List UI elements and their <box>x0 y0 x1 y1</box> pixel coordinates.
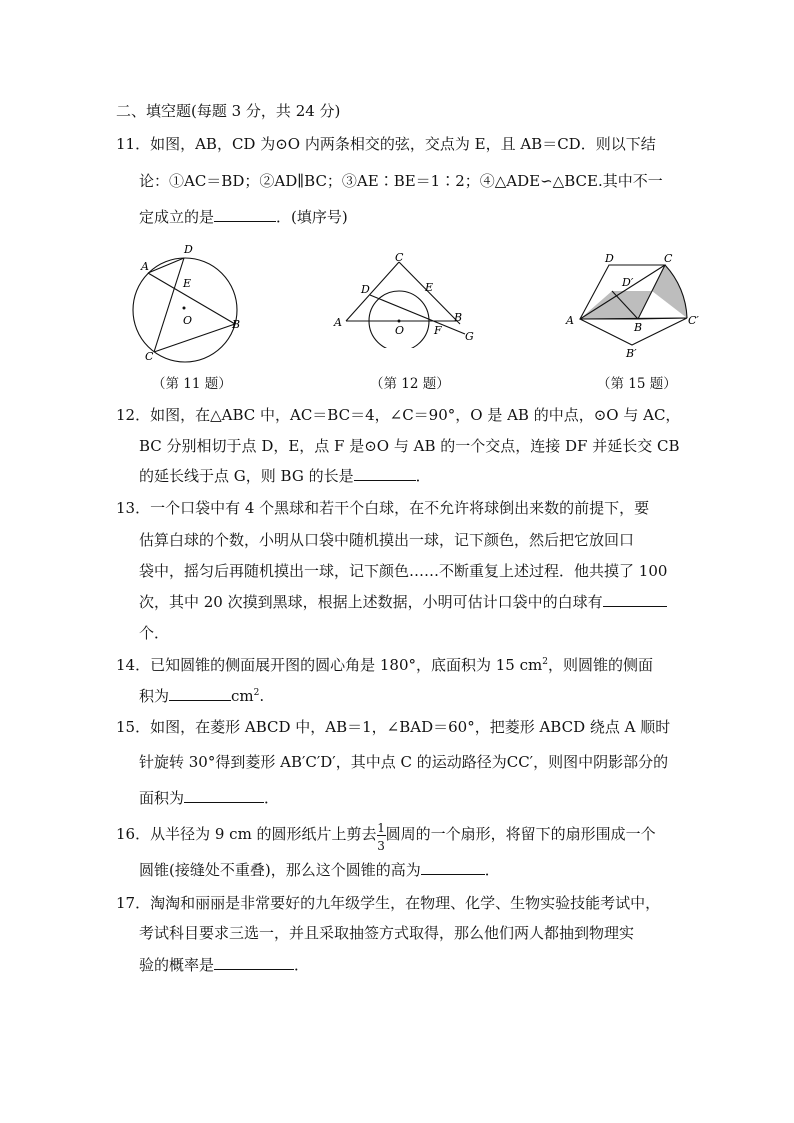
fig15-label-a: A <box>566 314 574 327</box>
fig15-label-d: D <box>605 252 614 265</box>
q12-line1: 12．如图，在△ABC 中，AC＝BC＝4，∠C＝90°，O 是 AB 的中点，⊙O 与 AC， <box>116 406 681 424</box>
fig12-label-b: B <box>454 311 463 324</box>
fig12-label-a: A <box>334 316 342 329</box>
q13-line2: 估算白球的个数，小明从口袋中随机摸出一球，记下颜色，然后把它放回口 <box>139 531 635 549</box>
q13-answer-blank[interactable] <box>603 592 667 607</box>
q14-line2 <box>139 686 264 706</box>
q15-line3-tail: ． <box>264 789 280 807</box>
q16-line1-text: 16．从半径为 9 cm 的圆形纸片上剪去 <box>116 825 377 843</box>
fig12-center-dot <box>398 320 401 323</box>
caption-fig15: （第 15 题） <box>597 376 677 392</box>
q14-unit: cm <box>231 687 254 705</box>
figure-15 <box>562 250 712 365</box>
fig15-label-b: B <box>634 321 643 334</box>
fig11-chord-dc <box>154 258 184 352</box>
fig12-label-e: E <box>425 281 434 294</box>
fig15-label-bprime: B′ <box>626 347 637 360</box>
q16-frac-numerator: 1 <box>377 821 385 835</box>
fig15-label-dprime: D′ <box>622 276 634 289</box>
fig11-label-b: B <box>232 318 241 331</box>
fig12-label-c: C <box>395 251 404 264</box>
fig12-label-d: D <box>361 283 370 296</box>
q17-line1: 17．淘淘和丽丽是非常要好的九年级学生，在物理、化学、生物实验技能考试中， <box>116 894 661 912</box>
figure-11 <box>125 240 265 370</box>
section-title: 二、填空题(每题 3 分，共 24 分) <box>116 102 341 120</box>
q11-line3 <box>139 207 348 227</box>
q17-line3 <box>139 955 309 975</box>
q14-line2-tail: . <box>259 687 265 705</box>
caption-fig12: （第 12 题） <box>370 376 450 392</box>
q14-line1-text: 14．已知圆锥的侧面展开图的圆心角是 180°，底面积为 15 cm <box>116 656 543 674</box>
q12-line3-text: 的延长线于点 G，则 BG 的长是 <box>139 467 354 485</box>
q17-line3-tail: ． <box>294 956 310 974</box>
q16-line1 <box>116 821 656 853</box>
q13-line5: 个． <box>139 624 170 642</box>
fig11-center-dot <box>183 307 186 310</box>
q11-line3-tail: ．(填序号) <box>276 208 348 226</box>
q15-line3 <box>139 788 279 808</box>
fig12-side-ac <box>346 262 399 321</box>
q14-line1-tail: ，则圆锥的侧面 <box>547 656 653 674</box>
q13-line4-text: 次，其中 20 次摸到黑球，根据上述数据，小明可估计口袋中的白球有 <box>139 593 603 611</box>
q12-line3 <box>139 466 431 486</box>
q16-line2-text: 圆锥(接缝处不重叠)，那么这个圆锥的高为 <box>139 861 421 879</box>
fig11-seg-cb <box>154 324 235 352</box>
fig11-label-e: E <box>183 277 192 290</box>
q11-line2: 论：①AC＝BD；②AD∥BC；③AE∶BE＝1∶2；④△ADE∽△BCE.其中不一 <box>139 172 663 190</box>
q12-answer-blank[interactable] <box>354 466 416 481</box>
fig11-label-a: A <box>141 260 149 273</box>
fig12-label-g: G <box>465 330 474 343</box>
caption-fig11: （第 11 题） <box>152 376 232 392</box>
q12-line3-tail: ． <box>415 467 431 485</box>
q14-line2-text: 积为 <box>139 687 170 705</box>
fig15-label-cprime: C′ <box>688 314 699 327</box>
q17-answer-blank[interactable] <box>214 955 294 970</box>
q13-line1: 13．一个口袋中有 4 个黑球和若干个白球，在不允许将球倒出来数的前提下，要 <box>116 499 650 517</box>
q14-line1 <box>116 655 653 675</box>
q17-line3-text: 验的概率是 <box>139 956 215 974</box>
q14-sup2: 2 <box>253 688 260 698</box>
q14-answer-blank[interactable] <box>169 686 231 701</box>
fig15-label-c: C <box>664 252 673 265</box>
q15-answer-blank[interactable] <box>184 788 264 803</box>
q15-line3-text: 面积为 <box>139 789 185 807</box>
fig11-label-d: D <box>184 243 193 256</box>
q14-sup1: 2 <box>542 657 548 667</box>
q11-line3-text: 定成立的是 <box>139 208 215 226</box>
fig11-label-c: C <box>145 350 154 363</box>
q16-line2 <box>139 860 500 880</box>
q17-line2: 考试科目要求三选一，并且采取抽签方式取得，那么他们两人都抽到物理实 <box>139 924 635 942</box>
figure-12 <box>328 248 480 348</box>
q15-line1: 15．如图，在菱形 ABCD 中，AB＝1，∠BAD＝60°，把菱形 ABCD 绕点 A 顺时 <box>116 718 671 736</box>
q15-line2: 针旋转 30°得到菱形 AB′C′D′，其中点 C 的运动路径为CC′，则图中阴影部分的 <box>139 753 669 771</box>
fig11-label-o: O <box>183 314 193 327</box>
q13-line3: 袋中，摇匀后再随机摸出一球，记下颜色……不断重复上述过程．他共摸了 100 <box>139 562 668 580</box>
q16-fraction <box>377 821 386 853</box>
fig12-label-f: F <box>434 324 442 337</box>
q11-line1: 11．如图，AB，CD 为⊙O 内两条相交的弦，交点为 E，且 AB＝CD．则以下结 <box>116 135 656 153</box>
q16-line1-tail: 圆周的一个扇形，将留下的扇形围成一个 <box>385 825 656 843</box>
q16-answer-blank[interactable] <box>421 860 485 875</box>
q16-frac-denominator: 3 <box>377 839 385 853</box>
q11-answer-blank[interactable] <box>214 207 276 222</box>
q16-line2-tail: ． <box>484 861 500 879</box>
q12-line2: BC 分别相切于点 D，E，点 F 是⊙O 与 AB 的一个交点，连接 DF 并延长交 CB <box>139 437 680 455</box>
fig12-label-o: O <box>395 324 405 337</box>
fig11-seg-ad <box>148 258 184 273</box>
q13-line4 <box>139 592 667 612</box>
